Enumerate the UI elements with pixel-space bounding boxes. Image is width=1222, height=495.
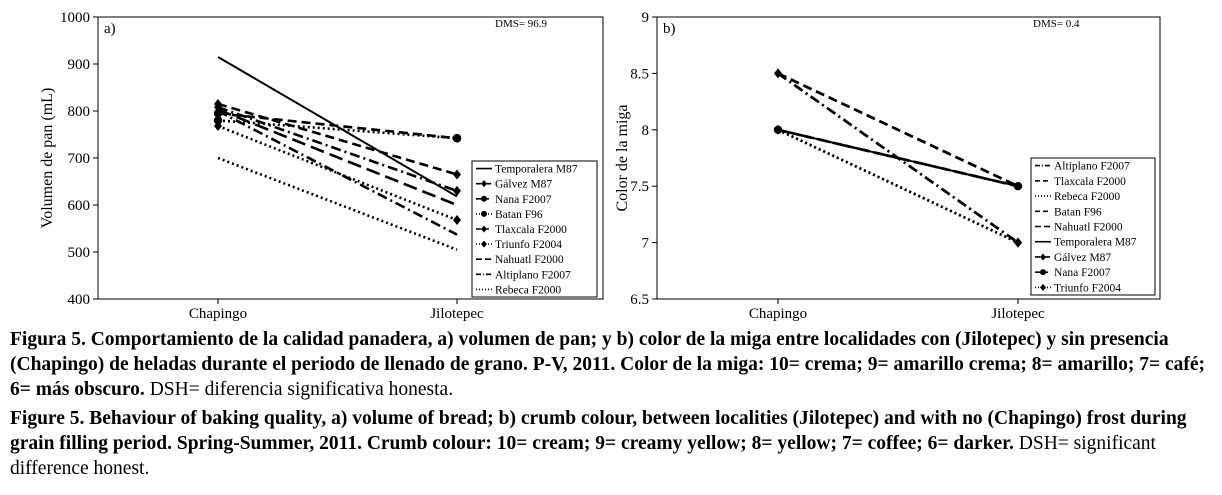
legend-entry-altiplano-f2007: Altiplano F2007 [1054, 160, 1130, 173]
data-point [453, 215, 461, 225]
legend-entry-nahuatl-f2000: Nahuatl F2000 [495, 254, 564, 267]
y-tick-label: 8.5 [630, 66, 649, 83]
caption-spanish-note: DSH= diferencia significativa honesta. [144, 379, 454, 400]
legend-entry-tlaxcala-f2000: Tlaxcala F2000 [495, 224, 567, 236]
series-line [778, 73, 1018, 186]
y-tick-label: 6.5 [630, 292, 649, 308]
legend-entry-triunfo-f2004: Triunfo F2004 [495, 239, 562, 252]
legend-entry-nana-f2007: Nana F2007 [495, 193, 552, 206]
caption-english-lead: Figure 5. Behaviour of baking quality, a) volume of bread; b) crumb colour, between localities (Jilotepec) and with no (Chapingo) frost during grain filling period. Spring-Summer, 2011. Crumb colour: 10= cream; 9= creamy yellow; 8= yellow; 7= coffee; 6= darker. [10, 408, 1187, 454]
legend-entry-altiplano-f2007: Altiplano F2007 [495, 269, 571, 282]
series-triunfo-f2004 [774, 125, 1022, 248]
legend-marker [1040, 269, 1046, 275]
series-line [218, 107, 457, 191]
y-tick-label: 900 [67, 57, 90, 73]
x-tick-label-jilotepec: Jilotepec [430, 306, 484, 322]
y-tick-label: 9 [641, 10, 649, 26]
data-point [1014, 182, 1022, 190]
legend-entry-galvez-m87: Gálvez M87 [495, 178, 553, 191]
data-point [453, 169, 461, 179]
legend-marker [481, 211, 487, 217]
panel-label: a) [104, 21, 116, 37]
legend-marker [481, 196, 487, 202]
dms-label: DMS= 96.9 [495, 18, 548, 30]
legend-entry-rebeca-f2000: Rebeca F2000 [1054, 191, 1121, 204]
y-tick-label: 7.5 [630, 179, 649, 196]
legend-entry-nana-f2007: Nana F2007 [1054, 267, 1111, 280]
legend-entry-batan-f96: Batan F96 [495, 208, 543, 221]
series-line [778, 130, 1018, 243]
x-tick-label-chapingo: Chapingo [188, 306, 248, 322]
legend-entry-galvez-m87: Gálvez M87 [1054, 251, 1112, 264]
legend-entry-temporalera-m87: Temporalera M87 [1054, 236, 1137, 249]
chart-panel-a [39, 10, 603, 322]
series-galvez-m87 [774, 68, 1022, 247]
legend-entry-nahuatl-f2000: Nahuatl F2000 [1054, 221, 1123, 234]
series-line [218, 111, 457, 235]
y-tick-label: 7 [641, 235, 649, 252]
legend [1031, 158, 1155, 295]
caption-english-note: DSH= significant difference honest. [10, 433, 1156, 479]
series-batan-f96 [778, 73, 1018, 186]
y-tick-label: 400 [67, 292, 90, 308]
y-tick-label: 1000 [60, 10, 90, 26]
series-line [218, 113, 457, 138]
legend-entry-triunfo-f2004: Triunfo F2004 [1054, 282, 1121, 295]
data-point [453, 134, 461, 142]
legend-entry-rebeca-f2000: Rebeca F2000 [495, 284, 562, 297]
x-tick-label-chapingo: Chapingo [748, 306, 808, 322]
legend [472, 161, 597, 297]
x-tick-label-jilotepec: Jilotepec [991, 306, 1045, 322]
series-line [218, 104, 457, 175]
data-point [774, 125, 782, 135]
y-tick-label: 800 [67, 104, 90, 120]
y-tick-label: 600 [67, 198, 90, 214]
y-tick-label: 700 [67, 151, 90, 167]
figure-caption-spanish [10, 327, 1215, 402]
chart-panel-b [614, 10, 1160, 322]
legend-entry-batan-f96: Batan F96 [1054, 206, 1102, 219]
series-altiplano-f2007 [218, 111, 457, 235]
legend-entry-temporalera-m87: Temporalera M87 [495, 163, 578, 176]
caption-spanish-lead: Figura 5. Comportamiento de la calidad panadera, a) volumen de pan; y b) color de la miga entre localidades con (Jilotepec) y sin presencia (Chapingo) de heladas durante el periodo de llenado de grano. P-V, 2011. Color de la miga: 10= crema; 9= amarillo crema; 8= amarillo; 7= café; 6= más obscuro. [10, 329, 1206, 400]
legend-entry-tlaxcala-f2000: Tlaxcala F2000 [1054, 175, 1126, 188]
figure-caption-english [10, 406, 1215, 481]
y-axis-label: Color de la miga [614, 104, 631, 212]
y-tick-label: 500 [67, 245, 90, 261]
y-tick-label: 8 [641, 122, 649, 139]
y-axis-label: Volumen de pan (mL) [39, 87, 56, 229]
dms-label: DMS= 0.4 [1033, 18, 1080, 30]
series-line [778, 73, 1018, 242]
panel-label: b) [663, 21, 676, 37]
